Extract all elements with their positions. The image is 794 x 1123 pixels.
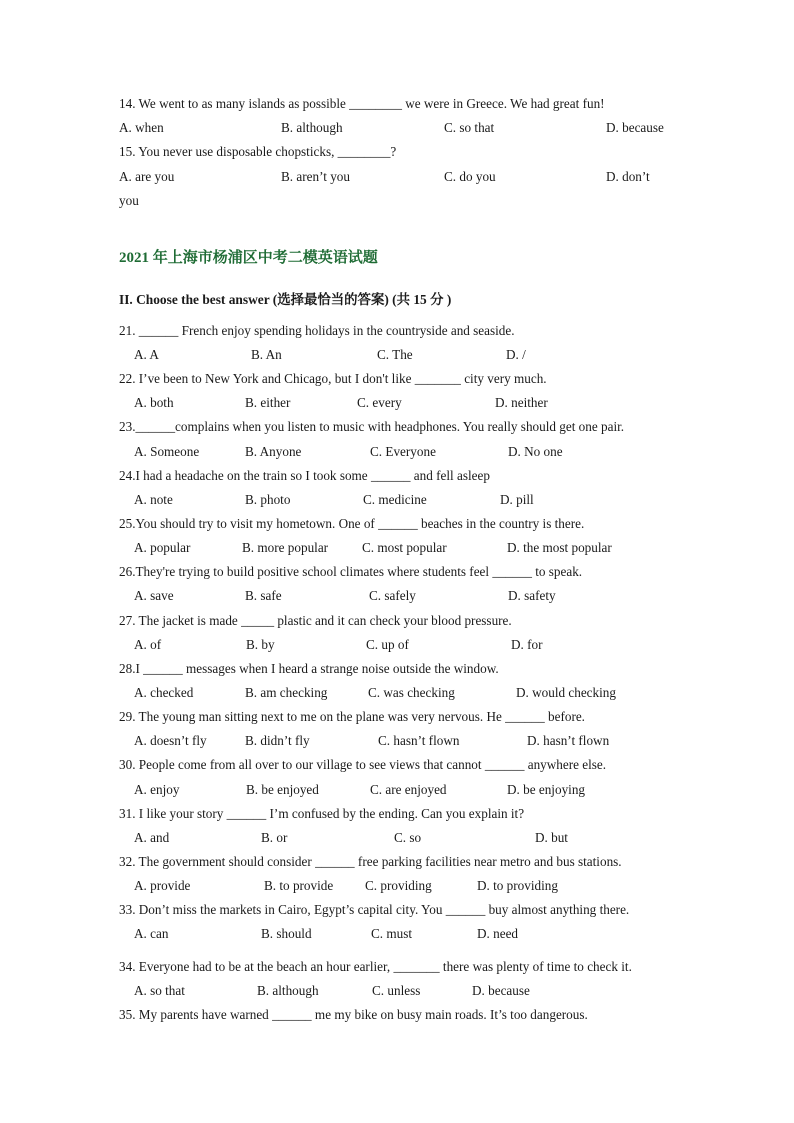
- option[interactable]: B. be enjoyed: [246, 782, 319, 797]
- option[interactable]: C. must: [371, 926, 413, 941]
- option[interactable]: D. neither: [495, 395, 548, 410]
- option[interactable]: C. safely: [369, 588, 416, 603]
- question-stem: 30. People come from all over to our village to see views that cannot ______ anywhere else.: [119, 757, 607, 772]
- question-stem: 27. The jacket is made _____ plastic and it can check your blood pressure.: [119, 613, 512, 628]
- exam-title: 2021 年上海市杨浦区中考二模英语试题: [119, 250, 378, 266]
- option[interactable]: D. for: [511, 637, 543, 652]
- option[interactable]: D. safety: [508, 588, 556, 603]
- option[interactable]: A. doesn’t fly: [134, 733, 207, 748]
- question-stem: 28.I ______ messages when I heard a strange noise outside the window.: [119, 661, 499, 676]
- option[interactable]: C. medicine: [363, 492, 427, 507]
- option[interactable]: B. didn’t fly: [245, 733, 310, 748]
- option[interactable]: A. can: [134, 926, 169, 941]
- option[interactable]: B. although: [257, 983, 319, 998]
- option[interactable]: D. to providing: [477, 878, 558, 893]
- option[interactable]: B. An: [251, 347, 282, 362]
- option[interactable]: C. unless: [372, 983, 421, 998]
- option[interactable]: D. the most popular: [507, 540, 612, 555]
- question-stem: 21. ______ French enjoy spending holidays in the countryside and seaside.: [119, 323, 515, 338]
- option[interactable]: C. was checking: [368, 685, 455, 700]
- option[interactable]: C. up of: [366, 637, 409, 652]
- question-stem: 25.You should try to visit my hometown. One of ______ beaches in the country is there.: [119, 516, 585, 531]
- option[interactable]: B. either: [245, 395, 291, 410]
- option[interactable]: C. so: [394, 830, 422, 845]
- option[interactable]: C. most popular: [362, 540, 447, 555]
- question-stem: 34. Everyone had to be at the beach an hour earlier, _______ there was plenty of time to check it.: [119, 959, 632, 974]
- question-stem: 22. I’ve been to New York and Chicago, but I don't like _______ city very much.: [119, 371, 547, 386]
- option[interactable]: A. so that: [134, 983, 185, 998]
- option[interactable]: D. be enjoying: [507, 782, 586, 797]
- option[interactable]: B. aren’t you: [281, 169, 350, 184]
- option[interactable]: A. note: [134, 492, 173, 507]
- option[interactable]: B. by: [246, 637, 275, 652]
- question-stem: 35. My parents have warned ______ me my bike on busy main roads. It’s too dangerous.: [119, 1007, 588, 1022]
- question-stem: 33. Don’t miss the markets in Cairo, Egypt’s capital city. You ______ buy almost anything there.: [119, 902, 630, 917]
- option[interactable]: A. of: [134, 637, 162, 652]
- option-wrap: you: [119, 193, 139, 208]
- option[interactable]: D. /: [506, 347, 526, 362]
- question-stem: 14. We went to as many islands as possible ________ we were in Greece. We had great fun!: [119, 96, 605, 111]
- option[interactable]: D. No one: [508, 444, 563, 459]
- option[interactable]: A. when: [119, 120, 164, 135]
- option[interactable]: D. hasn’t flown: [527, 733, 610, 748]
- option[interactable]: A. are you: [119, 169, 175, 184]
- option[interactable]: A. and: [134, 830, 170, 845]
- question-stem: 23.______complains when you listen to music with headphones. You really should get one pair.: [119, 419, 625, 434]
- question-stem: 15. You never use disposable chopsticks, ________?: [119, 144, 397, 159]
- option[interactable]: B. more popular: [242, 540, 329, 555]
- option[interactable]: B. or: [261, 830, 288, 845]
- option[interactable]: D. pill: [500, 492, 534, 507]
- question-stem: 32. The government should consider ______ free parking facilities near metro and bus stations.: [119, 854, 622, 869]
- option[interactable]: A. provide: [134, 878, 191, 893]
- option[interactable]: C. The: [377, 347, 413, 362]
- option[interactable]: D. need: [477, 926, 519, 941]
- option[interactable]: B. safe: [245, 588, 282, 603]
- option[interactable]: C. are enjoyed: [370, 782, 447, 797]
- option[interactable]: A. Someone: [134, 444, 200, 459]
- option[interactable]: C. every: [357, 395, 402, 410]
- option[interactable]: D. don’t: [606, 169, 650, 184]
- option[interactable]: B. Anyone: [245, 444, 302, 459]
- option[interactable]: C. providing: [365, 878, 432, 893]
- option[interactable]: C. do you: [444, 169, 496, 184]
- option[interactable]: A. enjoy: [134, 782, 180, 797]
- option[interactable]: A. popular: [134, 540, 191, 555]
- option[interactable]: D. because: [606, 120, 664, 135]
- question-stem: 26.They're trying to build positive school climates where students feel ______ to speak.: [119, 564, 583, 579]
- option[interactable]: D. would checking: [516, 685, 616, 700]
- option[interactable]: B. photo: [245, 492, 291, 507]
- option[interactable]: C. hasn’t flown: [378, 733, 460, 748]
- option[interactable]: C. Everyone: [370, 444, 436, 459]
- option[interactable]: A. both: [134, 395, 174, 410]
- option[interactable]: D. but: [535, 830, 568, 845]
- option[interactable]: D. because: [472, 983, 530, 998]
- option[interactable]: B. to provide: [264, 878, 334, 893]
- question-stem: 31. I like your story ______ I’m confused by the ending. Can you explain it?: [119, 806, 525, 821]
- question-stem: 24.I had a headache on the train so I took some ______ and fell asleep: [119, 468, 490, 483]
- option[interactable]: A. save: [134, 588, 174, 603]
- option[interactable]: B. should: [261, 926, 312, 941]
- option[interactable]: C. so that: [444, 120, 495, 135]
- section-heading: II. Choose the best answer (选择最恰当的答案) (共 15 分 ): [119, 292, 452, 307]
- option[interactable]: B. am checking: [245, 685, 328, 700]
- option[interactable]: A. A: [134, 347, 159, 362]
- option[interactable]: A. checked: [134, 685, 194, 700]
- question-stem: 29. The young man sitting next to me on the plane was very nervous. He ______ before.: [119, 709, 585, 724]
- option[interactable]: B. although: [281, 120, 343, 135]
